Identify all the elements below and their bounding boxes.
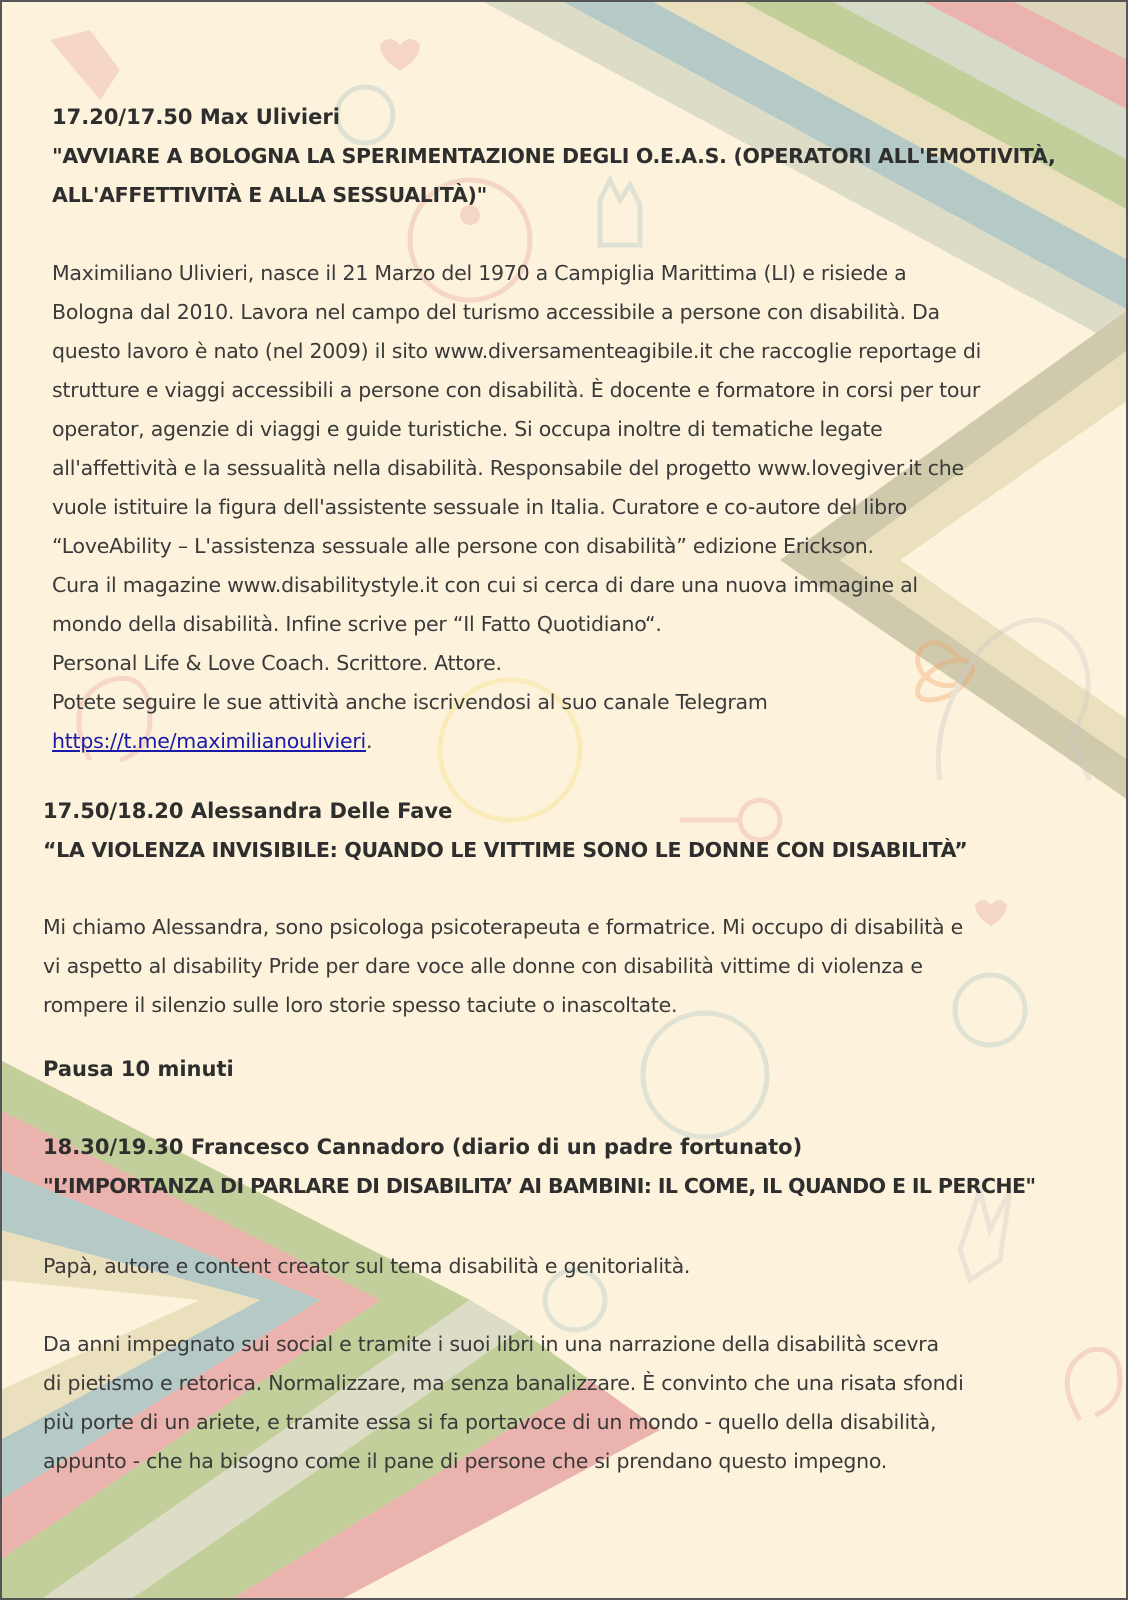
session-bio: [43, 1325, 964, 1481]
bio-line: mondo della disabilità. Infine scrive per “Il Fatto Quotidiano“.: [52, 612, 662, 636]
bio-line: vuole istituire la figura dell'assistente sessuale in Italia. Curatore e co-autore del libro: [52, 495, 907, 519]
session-title: "L’IMPORTANZA DI PARLARE DI DISABILITA’ AI BAMBINI: IL COME, IL QUANDO E IL PERCHE": [43, 1174, 1036, 1198]
bio-line: più porte di un ariete, e tramite essa si fa portavoce di un mondo - quello della disabilità,: [43, 1410, 937, 1434]
bio-line: di pietismo e retorica. Normalizzare, ma senza banalizzare. È convinto che una risata sfondi: [43, 1371, 964, 1395]
bio-line: vi aspetto al disability Pride per dare voce alle donne con disabilità vittime di violenza e: [43, 954, 923, 978]
break-label: Pausa 10 minuti: [43, 1057, 234, 1081]
bio-line: strutture e viaggi accessibili a persone con disabilità. È docente e formatore in corsi per tour: [52, 378, 981, 402]
session-intro: [43, 1247, 690, 1286]
session-time-speaker: 17.20/17.50 Max Ulivieri: [52, 105, 340, 129]
link-suffix: .: [365, 729, 373, 753]
session-bio: [43, 908, 963, 1025]
session-time-speaker: 18.30/19.30 Francesco Cannadoro (diario di un padre fortunato): [43, 1135, 803, 1159]
bio-line: all'affettività e la sessualità nella disabilità. Responsabile del progetto www.lovegiver.it che: [52, 456, 964, 480]
bio-line: Bologna dal 2010. Lavora nel campo del turismo accessibile a persone con disabilità. Da: [52, 300, 940, 324]
session-bio: [52, 254, 981, 761]
bio-line: Da anni impegnato sui social e tramite i suoi libri in una narrazione della disabilità scevra: [43, 1332, 939, 1356]
telegram-link-line: [52, 722, 981, 761]
break-block: [43, 1050, 234, 1089]
session-time-speaker: 17.50/18.20 Alessandra Delle Fave: [43, 799, 453, 823]
session-francesco-cannadoro: [43, 1128, 1035, 1206]
telegram-link[interactable]: https://t.me/maximilianoulivieri: [52, 729, 366, 753]
intro-line: Papà, autore e content creator sul tema disabilità e genitorialità.: [43, 1254, 691, 1278]
session-max-ulivieri: [52, 98, 1055, 215]
session-alessandra-delle-fave: [43, 792, 967, 870]
session-title-line-1: "AVVIARE A BOLOGNA LA SPERIMENTAZIONE DEGLI O.E.A.S. (OPERATORI ALL'EMOTIVITÀ,: [52, 144, 1056, 168]
bio-line: operator, agenzie di viaggi e guide turistiche. Si occupa inoltre di tematiche legate: [52, 417, 883, 441]
bio-line: Cura il magazine www.disabilitystyle.it con cui si cerca di dare una nuova immagine al: [52, 573, 918, 597]
bio-line: rompere il silenzio sulle loro storie spesso taciute o inascoltate.: [43, 993, 678, 1017]
bio-line: Potete seguire le sue attività anche iscrivendosi al suo canale Telegram: [52, 690, 768, 714]
bio-line: appunto - che ha bisogno come il pane di persone che si prendano questo impegno.: [43, 1449, 888, 1473]
session-title-line-2: ALL'AFFETTIVITÀ E ALLA SESSUALITÀ)": [52, 183, 487, 207]
bio-line: “LoveAbility – L'assistenza sessuale alle persone con disabilità” edizione Erickson.: [52, 534, 874, 558]
bio-line: Personal Life & Love Coach. Scrittore. Attore.: [52, 651, 502, 675]
bio-line: questo lavoro è nato (nel 2009) il sito www.diversamenteagibile.it che raccoglie reportage di: [52, 339, 982, 363]
session-title: “LA VIOLENZA INVISIBILE: QUANDO LE VITTIME SONO LE DONNE CON DISABILITÀ”: [43, 838, 968, 862]
bio-line: Maximiliano Ulivieri, nasce il 21 Marzo del 1970 a Campiglia Marittima (LI) e risiede a: [52, 261, 907, 285]
bio-line: Mi chiamo Alessandra, sono psicologa psicoterapeuta e formatrice. Mi occupo di disabilità e: [43, 915, 963, 939]
